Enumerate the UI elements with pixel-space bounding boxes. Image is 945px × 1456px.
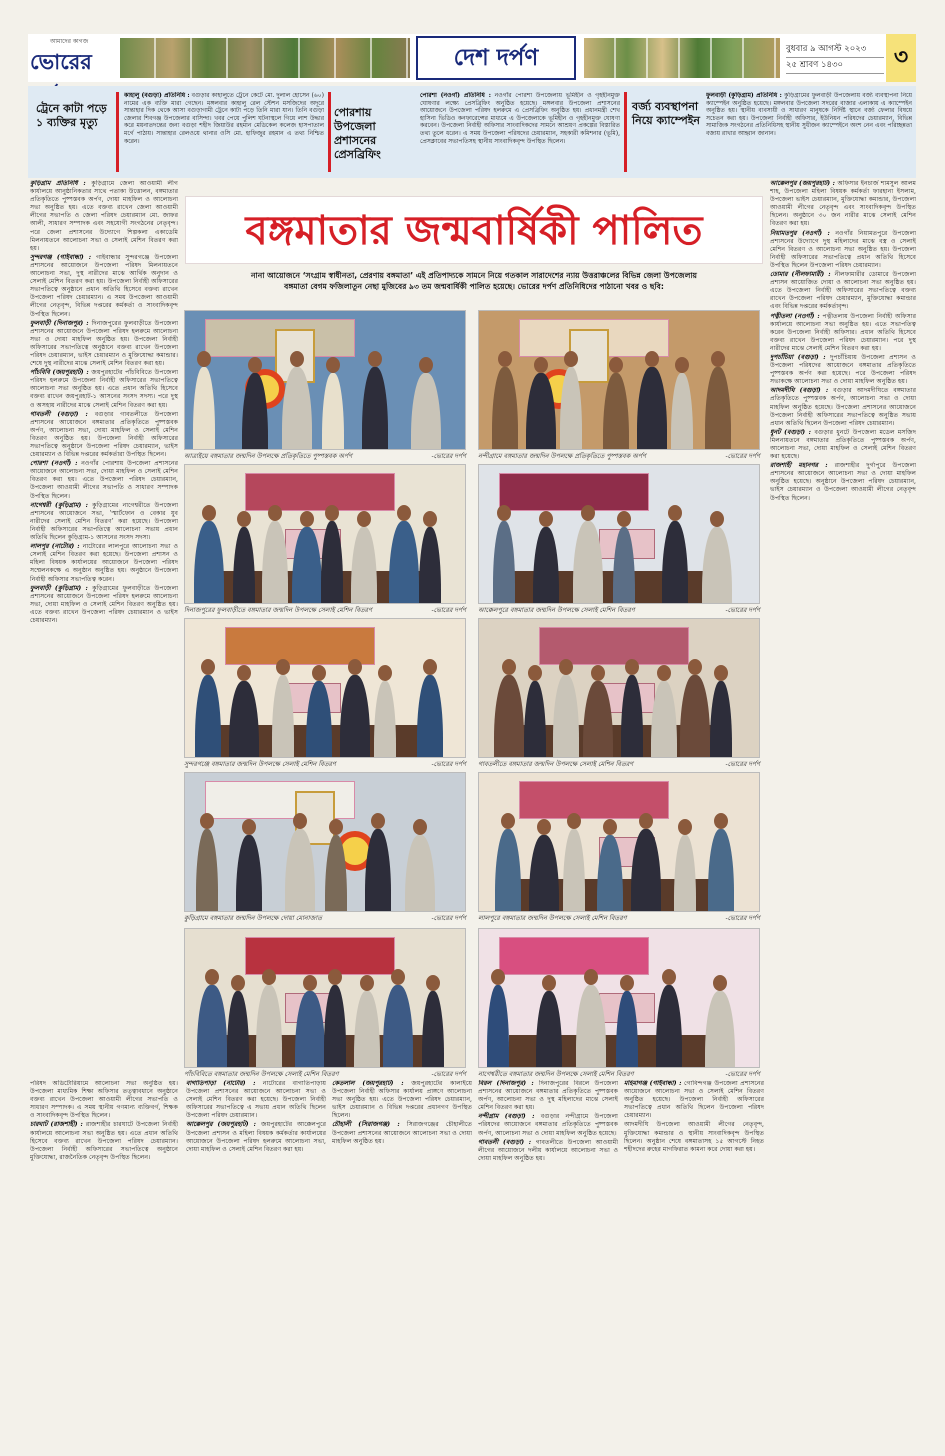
news-text: গাইবান্ধার সুন্দরগঞ্জে উপজেলা প্রশাসনের আয়োজনে উপজেলা পরিষদ মিলনায়তনে আলোচনা সভা, দুস্থ নারীদের মাঝে আর্থিক অনুদান ও সেলাই মেশিন বিতরণ করা হয়। উপজেলা নির্বাহী অফিসারের সভাপতিত্বে অনুষ্ঠানে প্রধান অতিথি হিসেবে বক্তব্য রাখেন উপজেলা পরিষদ চেয়ারম্যান। এ সময় উপজেলা আওয়ামী লীগের নেতৃবৃন্দ, বিভিন্ন দপ্তরের কর্মকর্তা ও সাংবাদিকবৃন্দ উপস্থিত ছিলেন।	[30, 253, 178, 318]
newspaper-logo	[28, 34, 120, 82]
news-dateline: নন্দীগ্রাম (বগুড়া) :	[478, 1113, 541, 1121]
news-text: বগুড়ার গাবতলীতে উপজেলা প্রশাসনের আয়োজনে বঙ্গমাতার প্রতিকৃতিতে পুষ্পস্তবক অর্পণ, আলোচনা সভা, দোয়া মাহফিল ও সেলাই মেশিন বিতরণ অনুষ্ঠিত হয়। উপজেলা নির্বাহী অফিসারের সভাপতিত্বে অনুষ্ঠানে উপজেলা পরিষদ চেয়ারম্যান, ভাইস চেয়ারম্যান ও বিভিন্ন দপ্তরের কর্মকর্তারা উপস্থিত ছিলেন।	[30, 410, 178, 459]
intro-line-1: নানা আয়োজনে ‘সংগ্রাম স্বাধীনতা, প্রেরণায় বঙ্গমাতা’ এই প্রতিপাদ্যকে সামনে নিয়ে গতকাল সারাদেশের ন্যায় উত্তরাঞ্চলের বিভিন্ন জেলা উপজেলায়	[250, 271, 698, 280]
news-text: গোবিন্দগঞ্জ উপজেলা প্রশাসনের আয়োজনে আলোচনা সভা ও সেলাই মেশিন বিতরণ অনুষ্ঠিত হয়েছে। উপজেলা নির্বাহী অফিসারের সভাপতিত্বে প্রধান অতিথি ছিলেন উপজেলা পরিষদ চেয়ারম্যান।	[624, 1080, 764, 1120]
photo-credit: -ভোরের দর্পণ	[725, 760, 760, 768]
news-item	[30, 585, 178, 625]
photo-credit: -ভোরের দর্পণ	[725, 914, 760, 922]
news-dateline: বিরল (দিনাজপুর) :	[478, 1080, 540, 1087]
person-head	[714, 665, 728, 681]
top-news-band	[28, 86, 916, 178]
person-head	[678, 819, 692, 835]
news-item	[30, 254, 178, 319]
person-head	[268, 505, 282, 521]
person-head	[567, 813, 581, 829]
person	[389, 521, 419, 604]
photo-credit: -ভোরের দর্পণ	[431, 760, 466, 768]
person-head	[205, 969, 219, 985]
news-text: অফিসার ইনচার্জ শামসুল আলম শাহ, উপজেলা মহিলা বিষয়ক কর্মকর্তা ফারহানা ইসলাম, উপজেলা ভাইস চেয়ারম্যান, মুক্তিযোদ্ধা কমান্ডার, উপজেলা আওয়ামী লীগের নেতৃবৃন্দ এবং সাংবাদিকবৃন্দ উপস্থিত ছিলেন। অনুষ্ঠানে ৩০ জন নারীর মাঝে সেলাই মেশিন বিতরণ করা হয়।	[770, 180, 916, 228]
person-head	[662, 969, 676, 985]
person-head	[200, 813, 214, 829]
person-head	[348, 659, 362, 675]
news-text: জয়পুরহাটের আক্কেলপুরে উপজেলা প্রশাসন ও মহিলা বিষয়ক কর্মকর্তার কার্যালয়ের আয়োজনে উপজেলা পরিষদ হলরুমে আলোচনা সভা, দোয়া মাহফিল ও সেলাই মেশিন বিতরণ করা হয়।	[186, 1121, 326, 1153]
photo-credit: -ভোরের দর্পণ	[725, 452, 760, 460]
news-dateline: গাবতলী (বগুড়া) :	[30, 410, 95, 418]
news-dateline: মহিমাগঞ্জ (গাইবান্ধা) :	[624, 1080, 685, 1087]
news-text: গাবতলীতে উপজেলা আওয়ামী লীগের আয়োজনে দলীয় কার্যালয়ে আলোচনা সভা ও দোয়া মাহফিল অনুষ্ঠিত হয়।	[478, 1138, 618, 1162]
person-head	[625, 659, 639, 675]
person-head	[645, 351, 659, 367]
person-head	[325, 505, 339, 521]
photo-credit: -ভোরের দর্পণ	[431, 1070, 466, 1078]
bottom-column-3	[332, 1080, 472, 1430]
photo-credit: -ভোরের দর্পণ	[725, 1070, 760, 1078]
event-backdrop	[499, 937, 649, 975]
news-item	[770, 354, 916, 386]
person	[494, 675, 524, 758]
news-dateline: নাগেশ্বরী (কুড়িগ্রাম) :	[30, 501, 93, 509]
red-divider	[328, 92, 331, 172]
person	[492, 367, 518, 450]
photo-caption	[184, 606, 466, 615]
person-head	[559, 659, 573, 675]
person	[354, 991, 380, 1068]
news-text: দিনাজপুরের ফুলবাড়ীতে উপজেলা প্রশাসনের আয়োজনে উপজেলা পরিষদ হলরুমে আলোচনা সভা ও দোয়া মাহফিল অনুষ্ঠিত হয়। উপজেলা নির্বাহী অফিসারের সভাপতিত্বে অনুষ্ঠানে বক্তব্য রাখেন উপজেলা পরিষদ চেয়ারম্যান, ভাইস চেয়ারম্যান ও মুক্তিযোদ্ধা কমান্ডার। শেষে দুস্থ নারীদের মাঝে সেলাই মেশিন বিতরণ করা হয়।	[30, 319, 178, 368]
news-item	[30, 543, 178, 583]
news-dateline: আক্কেলপুর (জয়পুরহাট) :	[770, 180, 838, 187]
news-item	[770, 387, 916, 427]
person-head	[528, 665, 542, 681]
top-story-1-body: কাহালু (বগুড়া) প্রতিনিধি : বগুড়ার কাহালুতে ট্রেনে কেটে মো. দুলাল হোসেন (৬০) নামের এক ব্যক্তি মারা গেছেন। মঙ্গলবার কাহালু রেল স্টেশন মসজিদের অদূরে সান্তাহার দিক থেকে আসা বগুড়াগামী ট্রেনে কাটা পড়ে তিনি মারা যান। তিনি বগুড়া জেলার শিবগঞ্জ উপজেলার বাসিন্দা। খবর পেয়ে পুলিশ ঘটনাস্থলে গিয়ে লাশ উদ্ধার করে ময়নাতদন্তের জন্য বগুড়া শহীদ জিয়াউর রহমান মেডিকেল কলেজ হাসপাতাল মর্গে পাঠায়। সান্তাহার রেলওয়ে থানার ওসি মো. হাফিজুর রহমান এ তথ্য নিশ্চিত করেন।	[124, 92, 324, 145]
news-dateline: চারঘাট (রাজশাহী) :	[30, 1121, 86, 1129]
red-divider	[116, 92, 119, 172]
issue-date	[786, 42, 884, 74]
news-item	[30, 502, 178, 542]
person	[656, 985, 682, 1068]
news-item	[478, 1139, 618, 1163]
bottom-column-4	[478, 1080, 618, 1430]
main-intro	[188, 270, 760, 292]
caption-text: দিনাজপুরের ফুলবাড়ীতে বঙ্গমাতার জন্মদিন উপলক্ষে সেলাই মেশিন বিতরণ	[184, 606, 372, 614]
person	[533, 527, 559, 604]
person-head	[542, 975, 556, 991]
news-text: নাটোরের লালপুরে আলোচনা সভা ও সেলাই মেশিন বিতরণ করা হয়েছে। উপজেলা প্রশাসন ও মহিলা বিষয়ক কার্যালয়ের আয়োজনে উপজেলা পরিষদ সম্মেলনকক্ষে এ অনুষ্ঠান অনুষ্ঠিত হয়। অনুষ্ঠানে উপজেলা নির্বাহী অফিসার সভাপতিত্ব করেন।	[30, 543, 178, 583]
news-text: বগুড়ার আদমদীঘিতে বঙ্গমাতার প্রতিকৃতিতে পুষ্পস্তবক অর্পণ, আলোচনা সভা ও দোয়া মাহফিল অনুষ্ঠিত হয়েছে। উপজেলা প্রশাসনের আয়োজনে উপজেলা নির্বাহী অফিসারের সভাপতিত্বে অনুষ্ঠিত সভায় প্রধান অতিথি ছিলেন উপজেলা পরিষদ চেয়ারম্যান।	[770, 387, 916, 427]
news-photo	[184, 310, 466, 450]
person	[236, 835, 262, 912]
news-dateline: কেতলাল (জয়পুরহাট) :	[332, 1080, 412, 1087]
news-text: পরিষদ অডিটোরিয়ামে আলোচনা সভা অনুষ্ঠিত হয়। উপজেলা মাধ্যমিক শিক্ষা অফিসার তত্ত্বাবধানে অনুষ্ঠানে বক্তব্য রাখেন উপজেলা আওয়ামী লীগের সভাপতি ও সাধারণ সম্পাদক। এ সময় স্থানীয় গণমান্য ব্যক্তিবর্গ, শিক্ষক ও সাংবাদিকবৃন্দ উপস্থিত ছিলেন।	[30, 1080, 178, 1120]
person	[340, 675, 370, 758]
person	[637, 367, 667, 450]
news-text: নাটোরের বাগাতিপাড়ায় উপজেলা প্রশাসনের আয়োজনে আলোচনা সভা ও সেলাই মেশিন বিতরণ করা হয়েছে। উপজেলা নির্বাহী অফিসারের সভাপতিত্বে এ সভায় প্রধান অতিথি ছিলেন উপজেলা পরিষদ চেয়ারম্যান।	[186, 1080, 326, 1120]
news-photo	[478, 618, 760, 758]
person-head	[248, 357, 262, 373]
person-head	[293, 813, 307, 829]
person	[708, 829, 734, 912]
photo-caption	[184, 760, 466, 769]
top-story-2-body: পোরশা (নওগাঁ) প্রতিনিধি : নওগাঁর পোরশা উপজেলায় ভূমিহীন ও গৃহহীনমুক্ত ঘোষণার লক্ষ্যে প্রেসব্রিফিং অনুষ্ঠিত হয়েছে। মঙ্গলবার উপজেলা প্রশাসনের আয়োজনে উপজেলা পরিষদ হলরুমে এ প্রেসব্রিফিং অনুষ্ঠিত হয়। প্রধানমন্ত্রী শেখ হাসিনা ভিডিও কনফারেন্সের মাধ্যমে এ উপজেলাকে ভূমিহীন ও গৃহহীনমুক্ত ঘোষণা করবেন। উপজেলা নির্বাহী অফিসার সাংবাদিকদের সামনে আশ্রয়ণ প্রকল্পের বিস্তারিত তথ্য তুলে ধরেন। এ সময় উপজেলা পরিষদের চেয়ারম্যান, সহকারী কমিশনার (ভূমি), প্রেসক্লাবের সভাপতিসহ স্থানীয় সাংবাদিকবৃন্দ উপস্থিত ছিলেন।	[420, 92, 620, 145]
person	[322, 373, 344, 450]
masthead-photo-strip-left	[120, 38, 410, 78]
person-head	[584, 969, 598, 985]
photo-caption	[184, 914, 466, 923]
person	[324, 985, 346, 1068]
news-dateline: চৌহালী (সিরাজগঞ্জ) :	[332, 1121, 407, 1129]
photo-caption	[478, 1070, 760, 1079]
person-head	[620, 975, 634, 991]
news-item	[30, 411, 178, 460]
person	[631, 829, 661, 912]
person	[553, 675, 579, 758]
person	[603, 373, 629, 450]
person-head	[617, 511, 631, 527]
person-head	[371, 813, 385, 829]
news-item	[30, 1121, 178, 1161]
date-bengali: ২৫ শ্রাবণ ১৪৩০	[786, 58, 884, 74]
person	[422, 991, 444, 1068]
news-dateline: আক্কেলপুর (জয়পুরহাট) :	[186, 1121, 262, 1129]
person	[383, 985, 413, 1068]
person-head	[491, 969, 505, 985]
news-text: কুড়িগ্রামের ফুলবাড়ীতে উপজেলা প্রশাসনের আয়োজনে উপজেলা পরিষদ হলরুমে আলোচনা সভা, দোয়া মাহফিল ও সেলাই মেশিন বিতরণ অনুষ্ঠিত হয়। এতে বক্তব্য রাখেন উপজেলা পরিষদ চেয়ারম্যান ও ভাইস চেয়ারম্যান।	[30, 584, 178, 624]
person	[233, 527, 255, 604]
person-head	[328, 969, 342, 985]
person	[365, 829, 391, 912]
person	[710, 681, 732, 758]
person	[405, 835, 435, 912]
top-story-2-headline: পোরশায় উপজেলা প্রশাসনের প্রেসব্রিফিং	[334, 106, 381, 161]
person-head	[675, 357, 689, 373]
news-item	[770, 462, 916, 502]
person-head	[713, 975, 727, 991]
person-head	[714, 813, 728, 829]
person-head	[237, 511, 251, 527]
person	[256, 985, 282, 1068]
news-item	[478, 1080, 618, 1112]
person	[417, 675, 443, 758]
main-headline: বঙ্গমাতার জন্মবার্ষিকী পালিত	[245, 208, 703, 254]
news-item	[186, 1121, 326, 1153]
news-item	[30, 320, 178, 369]
person-head	[539, 511, 553, 527]
person-head	[668, 505, 682, 521]
person	[193, 367, 215, 450]
person-head	[231, 975, 245, 991]
news-text: বগুড়ার ধুনটে উপজেলা মডেল মসজিদ মিলনায়তনে বঙ্গমাতার প্রতিকৃতিতে পুষ্পস্তবক অর্পণ, আলোচনা সভা, দোয়া মাহফিল ও সেলাই মেশিন বিতরণ করা হয়েছে।	[770, 428, 916, 461]
caption-text: নন্দীগ্রামে বঙ্গমাতার জন্মদিন উপলক্ষে প্রতিকৃতিতে পুষ্পস্তবক অর্পণ	[478, 452, 646, 460]
person-head	[639, 813, 653, 829]
news-dateline: ধুনট (বগুড়া) :	[770, 428, 815, 436]
person	[563, 829, 585, 912]
news-photo	[184, 772, 466, 912]
person-head	[360, 975, 374, 991]
person-head	[391, 969, 405, 985]
news-text: আদমদীঘি উপজেলা আওয়ামী লীগের নেতৃবৃন্দ, মুক্তিযোদ্ধা কমান্ডার ও স্থানীয় সাংবাদিকবৃন্দ উপস্থিত ছিলেন। অনুষ্ঠান শেষে বঙ্গমাতাসহ ১৫ আগস্টে নিহত শহীদদের রুহের মাগফিরাত কামনা করে দোয়া করা হয়।	[624, 1121, 764, 1153]
news-text: নওগাঁর পোরশায় উপজেলা প্রশাসনের আয়োজনে আলোচনা সভা, দোয়া মাহফিল ও সেলাই মেশিন বিতরণ করা হয়। এতে উপজেলা পরিষদ চেয়ারম্যান, উপজেলা আওয়ামী লীগের সভাপতি ও সাধারণ সম্পাদক উপস্থিত ছিলেন।	[30, 460, 178, 500]
news-dateline: পাঁচবিবি (জয়পুরহাট) :	[30, 369, 92, 377]
event-backdrop	[245, 473, 395, 511]
news-dateline: সুন্দরগঞ্জ (গাইবান্ধা) :	[30, 253, 97, 261]
person	[529, 835, 559, 912]
news-text: পত্নীতলায় উপজেলা নির্বাহী অফিসার কার্যালয়ে আলোচনা সভা অনুষ্ঠিত হয়। এতে সভাপতিত্ব করেন উপজেলা নির্বাহী অফিসার। প্রধান অতিথি হিসেবে বক্তব্য রাখেন উপজেলা পরিষদ চেয়ারম্যান। পরে দুস্থ নারীদের মাঝে সেলাই মেশিন বিতরণ করা হয়।	[770, 312, 916, 352]
person-head	[290, 351, 304, 367]
person-head	[419, 357, 433, 373]
person-head	[498, 351, 512, 367]
person	[194, 521, 224, 604]
news-item	[30, 1080, 178, 1120]
person-head	[312, 665, 326, 681]
person-head	[357, 511, 371, 527]
news-item	[770, 271, 916, 311]
news-photo	[478, 310, 760, 450]
person-head	[300, 511, 314, 527]
photo-credit: -ভোরের দর্পণ	[431, 606, 466, 614]
red-divider	[624, 92, 627, 172]
person-head	[368, 351, 382, 367]
news-item	[30, 460, 178, 500]
person	[195, 675, 221, 758]
masthead	[28, 34, 916, 82]
news-text: দুপচাঁচিয়ায় উপজেলা প্রশাসন ও উপজেলা পরিষদের আয়োজনে বঙ্গমাতার প্রতিকৃতিতে পুষ্পস্তবক অর্পণ করা হয়েছে। পরে উপজেলা পরিষদ সভাকক্ষে আলোচনা সভা ও দোয়া মাহফিল অনুষ্ঠিত হয়।	[770, 353, 916, 386]
person	[524, 681, 546, 758]
news-text: রাজশাহীর চারঘাটে উপজেলা নির্বাহী কার্যালয়ে আলোচনা সভা অনুষ্ঠিত হয়। এতে প্রধান অতিথি হিসেবে বক্তব্য রাখেন উপজেলা পরিষদ চেয়ারম্যান। উপজেলা নির্বাহী অফিসারের সভাপতিত্বে অনুষ্ঠানে মুক্তিযোদ্ধা, রাজনৈতিক নেতৃবৃন্দ উপস্থিত ছিলেন।	[30, 1121, 178, 1161]
news-dateline: ফুলবাড়ী (দিনাজপুর) :	[30, 319, 92, 327]
news-text: নওগাঁর নিয়ামতপুরে উপজেলা প্রশাসনের উদ্যোগে দুস্থ মহিলাদের মাঝে বস্ত্র ও সেলাই মেশিন বিতরণ ও আলোচনা সভা অনুষ্ঠিত হয়। উপজেলা নির্বাহী অফিসারের সভাপতিত্বে প্রধান অতিথি হিসেবে উপস্থিত ছিলেন উপজেলা পরিষদ চেয়ারম্যান।	[770, 229, 916, 269]
news-dateline: দুপচাঁচিয়া (বগুড়া) :	[770, 353, 831, 361]
news-item	[332, 1080, 472, 1120]
person	[493, 521, 515, 604]
person-head	[276, 659, 290, 675]
person-head	[581, 505, 595, 521]
photo-caption	[184, 1070, 466, 1079]
news-text: দিনাজপুরের বিরলে উপজেলা প্রশাসনের আয়োজনে বঙ্গমাতার প্রতিকৃতিতে পুষ্পস্তবক অর্পণ, আলোচনা সভা ও দুস্থ মহিলাদের মাঝে সেলাই মেশিন বিতরণ করা হয়।	[478, 1080, 618, 1112]
person-head	[501, 813, 515, 829]
news-item	[624, 1121, 764, 1153]
person-head	[564, 351, 578, 367]
caption-text: আত্রাইয়ে বঙ্গমাতার জন্মদিন উপলক্ষে প্রতিকৃতিতে পুষ্পস্তবক অর্পণ	[184, 452, 353, 460]
news-text: কুড়িগ্রামের নাগেশ্বরীতে উপজেলা প্রশাসনের আয়োজনে সভা, ‘স্মার্টফোন ও বেকার যুব নারীদের সেলাই মেশিন বিতরণ’ করা হয়েছে। উপজেলা নির্বাহী অফিসারের সভাপতিত্বে আলোচনা সভায় প্রধান অতিথি ছিলেন কুড়িগ্রাম-১ আসনের সংসদ সদস্য।	[30, 501, 178, 542]
caption-text: লালপুরে বঙ্গমাতার জন্মদিন উপলক্ষে সেলাই মেশিন বিতরণ	[478, 914, 627, 922]
news-item	[770, 313, 916, 353]
person	[674, 835, 696, 912]
news-dateline: পত্নীতলা (নওগাঁ) :	[770, 312, 823, 320]
bottom-column-1	[30, 1080, 178, 1430]
person-head	[262, 969, 276, 985]
person-head	[303, 975, 317, 991]
news-text: বগুড়ার নন্দীগ্রামে উপজেলা পরিষদের আয়োজনে বঙ্গমাতার প্রতিকৃতিতে পুষ্পস্তবক অর্পণ, আলোচনা সভা ও দোয়া মাহফিল অনুষ্ঠিত হয়েছে।	[478, 1113, 618, 1137]
person-head	[197, 351, 211, 367]
intro-line-2: বঙ্গমাতা বেগম ফজিলাতুন নেছা মুজিবের ৯৩ তম জন্মবার্ষিকী পালিত হয়েছে। ভোরের দর্পণ প্রতিনিধিদের পাঠানো খবর ও ছবি:	[284, 282, 664, 291]
main-headline-banner	[185, 196, 763, 264]
photo-caption	[478, 914, 760, 923]
news-dateline: গাবতলী (বগুড়া) :	[478, 1138, 536, 1146]
photo-caption	[478, 452, 760, 461]
person	[229, 681, 259, 758]
person-head	[591, 665, 605, 681]
person-head	[423, 511, 437, 527]
news-text: জয়পুরহাটের পাঁচবিবিতে উপজেলা পরিষদ হলরুমে উপজেলা নির্বাহী অফিসারের সভাপতিত্বে আলোচনা সভা অনুষ্ঠিত হয়। এতে প্রধান অতিথি হিসেবে বক্তব্য রাখেন জয়পুরহাট-১ আসনের সংসদ সদস্য। পরে দুস্থ ও অসহায় নারীদের মাঝে সেলাই মেশিন বিতরণ করা হয়।	[30, 369, 178, 409]
person-head	[534, 357, 548, 373]
person-head	[413, 819, 427, 835]
person	[680, 675, 710, 758]
person	[705, 991, 735, 1068]
person-head	[426, 975, 440, 991]
person-head	[329, 819, 343, 835]
caption-text: আক্কেলপুরে বঙ্গমাতার জন্মদিন উপলক্ষে সেলাই মেশিন বিতরণ	[478, 606, 635, 614]
person	[351, 527, 377, 604]
person	[487, 985, 509, 1068]
person	[196, 829, 218, 912]
person	[374, 681, 396, 758]
news-dateline: রাজশাহী মহানগর :	[770, 462, 835, 470]
news-dateline: ডোমার (নীলফামারী) :	[770, 271, 835, 279]
person-head	[201, 659, 215, 675]
news-text: রাজশাহীর দুর্গাপুরে উপজেলা প্রশাসনের আয়োজনে আলোচনা সভা ও দোয়া মাহফিল অনুষ্ঠিত হয়েছে। অনুষ্ঠানে উপজেলা পরিষদ চেয়ারম্যান, ভাইস চেয়ারম্যান ও উপজেলা আওয়ামী লীগের নেতৃবৃন্দ উপস্থিত ছিলেন।	[770, 462, 916, 502]
caption-text: কুড়িগ্রামে বঙ্গমাতার জন্মদিন উপলক্ষে দোয়া মোনাজাত	[184, 914, 322, 922]
person-head	[537, 819, 551, 835]
news-text: জয়পুরহাটের কালাইয়ে উপজেলা নির্বাহী অফিসার কার্যালয় প্রাঙ্গণে আলোচনা সভা অনুষ্ঠিত হয়। এতে উপজেলা পরিষদ চেয়ারম্যান, ভাইস চেয়ারম্যান ও বিভিন্ন দপ্তরের প্রধানগণ উপস্থিত ছিলেন।	[332, 1080, 472, 1120]
person	[702, 527, 732, 604]
news-photo	[184, 928, 466, 1068]
photo-credit: -ভোরের দর্পণ	[431, 452, 466, 460]
person	[227, 991, 249, 1068]
person-head	[502, 659, 516, 675]
person	[705, 367, 731, 450]
person-head	[242, 819, 256, 835]
bottom-column-5	[624, 1080, 764, 1430]
photo-caption	[184, 452, 466, 461]
news-photo	[478, 464, 760, 604]
news-photo	[184, 464, 466, 604]
person-head	[603, 819, 617, 835]
person	[197, 985, 227, 1068]
person	[536, 991, 562, 1068]
photo-caption	[478, 606, 760, 615]
news-item	[186, 1080, 326, 1120]
news-text: নীলফামারীর ডোমারে উপজেলা প্রশাসন আয়োজিত দোয়া ও আলোচনা সভা অনুষ্ঠিত হয়। এতে উপজেলা নির্বাহী অফিসারের সভাপতিত্বে বক্তব্য রাখেন উপজেলা পরিষদ চেয়ারম্যান, মুক্তিযোদ্ধা কমান্ডার এবং বিভিন্ন দপ্তরের কর্মকর্তাবৃন্দ।	[770, 271, 916, 311]
masthead-photo-strip-right	[584, 38, 780, 78]
person-head	[378, 665, 392, 681]
caption-text: গাবতলীতে বঙ্গমাতার জন্মদিন উপলক্ষে সেলাই মেশিন বিতরণ	[478, 760, 634, 768]
top-story-1-headline: ট্রেনে কাটা পড়ে ১ ব্যক্তির মৃত্যু	[36, 102, 107, 129]
news-dateline: নিয়ামতপুর (নওগাঁ) :	[770, 229, 836, 237]
news-dateline: বাগাতিপাড়া (নাটোর) :	[186, 1080, 263, 1087]
top-story-3-body: ফুলবাড়ী (কুড়িগ্রাম) প্রতিনিধি : কুড়িগ্রামের ফুলবাড়ী উপজেলায় বর্জ্য ব্যবস্থাপনা নিয়ে ক্যাম্পেইন অনুষ্ঠিত হয়েছে। মঙ্গলবার উপজেলা সদরের বাজার এলাকায় এ ক্যাম্পেইন অনুষ্ঠিত হয়। স্থানীয় ব্যবসায়ী ও সাধারণ মানুষকে নির্দিষ্ট স্থানে বর্জ্য ফেলার বিষয়ে সচেতন করা হয়। উপজেলা নির্বাহী অফিসার, ইউনিয়ন পরিষদের চেয়ারম্যান, বিভিন্ন সামাজিক সংগঠনের প্রতিনিধিসহ স্থানীয় সুধীজন ক্যাম্পেইনে অংশ নেন এবং পরিচ্ছন্নতা বজায় রাখার আহ্বান জানান।	[706, 92, 912, 137]
news-item	[770, 180, 916, 229]
page-number: ৩	[886, 34, 916, 82]
news-item	[478, 1113, 618, 1137]
news-dateline: কুড়িগ্রাম প্রতিনিধি :	[30, 180, 92, 187]
right-column	[770, 180, 916, 1430]
news-text: সিরাজগঞ্জের চৌহালীতে উপজেলা প্রশাসনের আয়োজনে আলোচনা সভা ও দোয়া মাহফিল অনুষ্ঠিত হয়।	[332, 1121, 472, 1145]
news-item	[332, 1121, 472, 1145]
person	[662, 521, 688, 604]
news-item	[624, 1080, 764, 1120]
photo-credit: -ভোরের দর্পণ	[431, 914, 466, 922]
photo-credit: -ভোরের দর্পণ	[725, 606, 760, 614]
photo-caption	[478, 760, 760, 769]
logo-tagline: আমাদের কাগজ	[50, 38, 89, 45]
caption-text: পাঁচবিবিতে বঙ্গমাতার জন্মদিন উপলক্ষে সেলাই মেশিন বিতরণ	[184, 1070, 339, 1078]
person-head	[609, 357, 623, 373]
section-title: দেশ দর্পণ	[416, 36, 576, 80]
person-head	[688, 659, 702, 675]
person-head	[657, 665, 671, 681]
person	[671, 373, 693, 450]
person-head	[497, 505, 511, 521]
person-head	[397, 505, 411, 521]
person-head	[711, 351, 725, 367]
person-head	[202, 505, 216, 521]
person-head	[326, 357, 340, 373]
news-item	[770, 429, 916, 461]
person-head	[237, 665, 251, 681]
news-item	[30, 180, 178, 253]
news-item	[30, 369, 178, 409]
person	[419, 527, 441, 604]
date-gregorian: বুধবার ৯ আগস্ট ২০২৩	[786, 42, 884, 58]
person-head	[423, 659, 437, 675]
caption-text: নাগেশ্বরীতে বঙ্গমাতার জন্মদিন উপলক্ষে সেলাই মেশিন বিতরণ	[478, 1070, 634, 1078]
person-head	[710, 511, 724, 527]
news-photo	[478, 772, 760, 912]
caption-text: সুন্দরগঞ্জে বঙ্গমাতার জন্মদিন উপলক্ষে সেলাই মেশিন বিতরণ	[184, 760, 336, 768]
news-item	[770, 230, 916, 270]
person	[362, 367, 388, 450]
person	[411, 373, 441, 450]
logo-text: ভোরের	[30, 50, 92, 74]
top-story-3-headline: বর্জ্য ব্যবস্থাপনা নিয়ে ক্যাম্পেইন	[632, 100, 700, 127]
bottom-column-2	[186, 1080, 326, 1430]
news-dateline: ফুলবাড়ী (কুড়িগ্রাম) :	[30, 584, 93, 592]
news-dateline: পোরশা (নওগাঁ) :	[30, 460, 82, 468]
event-backdrop	[499, 473, 649, 511]
news-photo	[184, 618, 466, 758]
news-text: কুড়িগ্রামে জেলা আওয়ামী লীগ কার্যালয়ে আনুষ্ঠানিকতার সাথে পতাকা উত্তোলন, বঙ্গমাতার প্রতিকৃতিতে পুষ্পস্তবক অর্পণ, দোয়া মাহফিল ও আলোচনা সভা অনুষ্ঠিত হয়। এতে বক্তব্য রাখেন জেলা আওয়ামী লীগের সভাপতি ও জেলা পরিষদ চেয়ারম্যান মো. জাফর আলী, সাধারণ সম্পাদক এবং সহযোগী সংগঠনের নেতৃবৃন্দ। পরে জেলা প্রশাসনের উদ্যোগে শিল্পকলা একাডেমি মিলনায়তনে আলোচনা সভা ও সেলাই মেশিন বিতরণ করা হয়।	[30, 180, 178, 252]
news-dateline: লালপুর (নাটোর) :	[30, 543, 83, 551]
person	[495, 829, 521, 912]
news-dateline: আদমদীঘি (বগুড়া) :	[770, 387, 834, 395]
news-photo	[478, 928, 760, 1068]
left-column	[30, 180, 178, 1102]
